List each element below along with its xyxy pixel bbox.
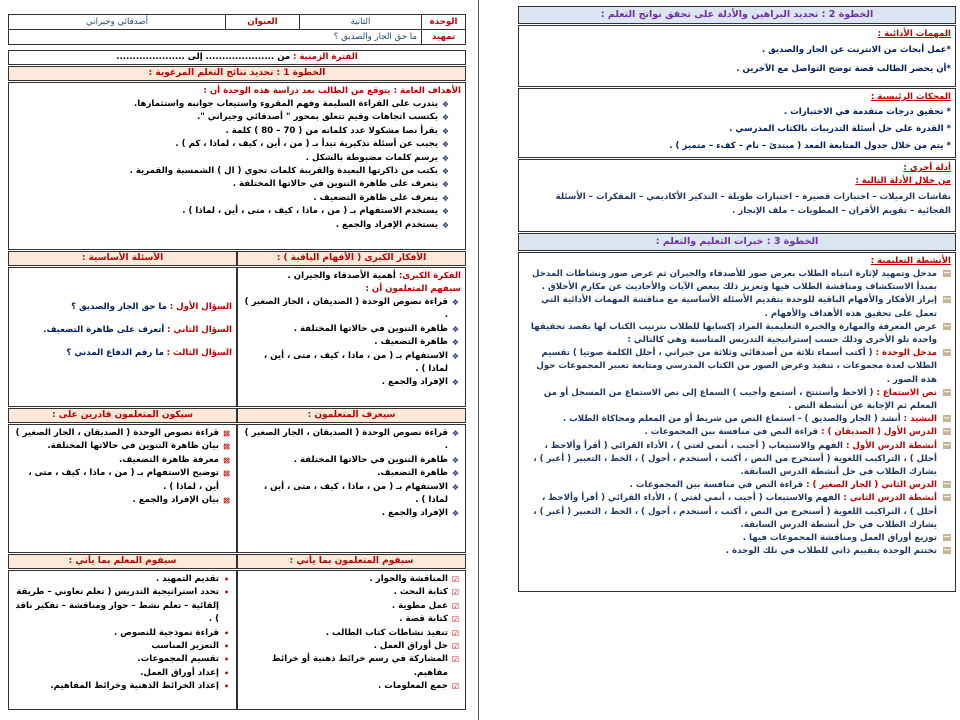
activity-item: ▤ توزيع أوراق العمل ومناقشة المجموعات فيها . <box>523 532 951 545</box>
teacher-tasks-header: سيقوم المعلم بما يأتي : <box>8 554 237 569</box>
goal-item: ❖ يتدرب على القراءة السليمة وفهم المقروء واستيعاب جوانبه واستثمارها. <box>13 98 451 111</box>
book-icon: ▤ <box>942 414 951 425</box>
box-x-icon: ⊠ <box>223 442 230 452</box>
diamond-bullet-icon: ❖ <box>441 207 450 217</box>
understand-label: سيفهم المتعلمون أن : <box>365 284 461 294</box>
check-box-icon: ☑ <box>451 615 460 625</box>
step2-header: الخطوة 2 : تحديد البراهين والأدلة على تحقق نواتج التعلم : <box>518 6 956 24</box>
goal-item: ❖ يستخدم الإفراد والجمع . <box>13 219 451 232</box>
big-idea-line <box>242 270 461 283</box>
book-icon: ▤ <box>942 321 951 332</box>
able-item: ⊠ قراءة نصوص الوحدة ( الصديقان ، الجار الصغير ) <box>13 427 232 440</box>
activity-item: ▤ مدخل وتمهيد لإثارة انتباه الطلاب بعرض صور للأصدقاء والجيران ثم عرض صور ونشاطات المدخل بمبدأ الاستكشاف ومناقشة الطلاب فيها وتعزيز ذلك ببعض الآيات والأحاديث عن مكارم الأخلاق . <box>532 269 951 293</box>
teacher-task-item: • تقسيم المجموعات. <box>13 653 232 666</box>
check-box-icon: ☑ <box>451 588 460 598</box>
question-3-text: ما رقم الدفاع المدني ؟ <box>66 348 164 358</box>
know-body <box>237 424 466 553</box>
goal-item: ❖ يكتسب اتجاهات وقيم تتعلق بمحور " أصدقائي وجيراني ". <box>13 111 451 124</box>
learner-tasks-list <box>242 573 461 694</box>
question-3 <box>13 347 232 360</box>
able-list <box>13 427 232 507</box>
unit-header <box>8 14 466 48</box>
performance-item-1: *عمل أبحاث من الانترنت عن الجار والصديق . <box>761 45 951 55</box>
learner-task-item: ☑ تنفيذ نشاطات كتاب الطالب . <box>242 627 461 640</box>
general-goals <box>8 82 466 250</box>
able-header: سيكون المتعلمون قادرين على : <box>8 408 237 423</box>
know-header: سيعرف المتعلمون : <box>237 408 466 423</box>
big-ideas-header: الأفكار الكبرى ( الأفهام الباقية ) : <box>237 251 466 266</box>
question-1 <box>13 301 232 314</box>
book-icon: ▤ <box>942 387 951 398</box>
goal-item: ❖ يقرأ نصا مشكولا عدد كلماته من ( 70 – 80 ) كلمة . <box>13 125 451 138</box>
goal-item: ❖ يجيب عن أسئلة تذكيرية تبدأ بـ ( من ، أين ، كيف ، لماذا ، كم ) . <box>13 138 451 151</box>
title-value: أصدقائي وجيراني <box>9 15 226 30</box>
check-box-icon: ☑ <box>451 642 460 652</box>
box-x-icon: ⊠ <box>223 469 230 479</box>
criteria <box>518 88 956 158</box>
page-divider <box>478 0 479 720</box>
title-label: العنوان <box>226 15 300 30</box>
know-item: ❖ ظاهرة التضعيف. <box>242 467 461 480</box>
understand-item: ❖ ظاهرة التنوين في حالاتها المختلفة . <box>242 323 461 336</box>
goal-item: ❖ يكتب من ذاكرتها البعيدة والقريبة كلمات تحوي ( ال ) الشمسية والقمرية . <box>13 165 451 178</box>
learner-task-item: ☑ كتابة قصة . <box>242 613 461 626</box>
goal-item: ❖ يتعرف على ظاهرة التنوين في حالاتها المختلفة . <box>13 178 451 191</box>
goals-list <box>13 98 451 232</box>
diamond-bullet-icon: ❖ <box>451 429 460 438</box>
question-3-label: السؤال الثالث : <box>166 348 232 358</box>
diamond-bullet-icon: ❖ <box>441 220 450 230</box>
period-label: الفترة الزمنية : <box>292 52 358 62</box>
other-intro: من خلال الأدلة التالية : <box>855 176 951 186</box>
activity-item: ▤ أنشطة الدرس الأول : الفهم والاستيعاب ( أجيب ، أنمي لغتي ) ، الأداء القرائي ( أقرأ وألاحظ ، أحلل ) ، التراكيب اللغوية ( أستخرج من النص ، أكتب ، أستخدم ، أحول ) ، الخط ، التعبير ( أعبر ) ، يشارك الطلاب في حل أنشطة الدرس السابقة. <box>533 440 951 478</box>
performance-title: المهمات الأدائية : <box>877 29 951 39</box>
bullet-dot-icon: • <box>223 668 230 678</box>
activities-title: الأنشطة التعليمية : <box>870 256 951 266</box>
bullet-dot-icon: • <box>223 628 230 638</box>
activities <box>518 252 956 592</box>
criteria-item-2: * القدرة على حل أسئلة التدريبات بالكتاب المدرسي . <box>729 124 951 134</box>
diamond-bullet-icon: ❖ <box>441 100 450 109</box>
activity-item: ▤ إبراز الأفكار والأفهام الباقية للوحدة بتقديم الأسئلة الأساسية مع مناقشة المهمات الأدائية التي تعمل على تحقيق هذه الأهداف والأفهام . <box>541 295 951 319</box>
diamond-bullet-icon: ❖ <box>441 113 450 123</box>
book-icon: ▤ <box>942 546 951 557</box>
diamond-bullet-icon: ❖ <box>451 351 460 361</box>
teacher-task-item: • إعداد أوراق العمل. <box>13 667 232 680</box>
step3-header: الخطوة 3 : خبرات التعليم والتعلم : <box>518 233 956 251</box>
book-icon: ▤ <box>942 427 951 438</box>
activity-item: ▤ الدرس الأول ( الصديقان ) : قراءة النص في منافسة بين المجموعات . <box>523 426 951 439</box>
diamond-bullet-icon: ❖ <box>451 455 460 465</box>
criteria-title: المحكات الرئيسية : <box>870 92 951 102</box>
learner-task-item: ☑ كتابة البحث . <box>242 586 461 599</box>
diamond-bullet-icon: ❖ <box>451 469 460 479</box>
book-icon: ▤ <box>942 348 951 359</box>
learner-tasks-body <box>237 570 466 710</box>
performance-tasks <box>518 25 956 87</box>
performance-item-2: *أن يحضر الطالب قصة توضح التواصل مع الآخرين . <box>736 64 951 74</box>
know-list <box>242 427 461 521</box>
right-page <box>486 0 960 720</box>
able-item: ⊠ توضيح الاستفهام بـ ( من ، ماذا ، كيف ، متى ، أين ، لماذا ) . <box>13 467 232 494</box>
activity-item: ▤ الدرس الثاني ( الجار الصغير ) : قراءة النص في منافسة بين المجموعات . <box>523 479 951 492</box>
diamond-bullet-icon: ❖ <box>451 482 460 492</box>
bullet-dot-icon: • <box>223 588 230 598</box>
teacher-task-item: • التعزيز المناسب <box>13 640 232 653</box>
diamond-bullet-icon: ❖ <box>451 338 460 348</box>
box-x-icon: ⊠ <box>223 429 230 438</box>
diamond-bullet-icon: ❖ <box>441 167 450 177</box>
diamond-bullet-icon: ❖ <box>451 378 460 388</box>
learner-task-item: ☑ المشاركة في رسم خرائط ذهنية أو خرائط مفاهيم. <box>271 654 460 678</box>
understand-item: ❖ ظاهرة التضعيف . <box>242 336 461 349</box>
diamond-bullet-icon: ❖ <box>451 298 460 307</box>
question-2-text: أتعرف على ظاهرة التضعيف. <box>43 325 165 335</box>
other-text: نقاشات الزميلات – اختبارات قصيرة – اختبارات طويلة – التذكير الأكاديمي – المفكرات – الأسئلة الفجائية – تقويم الأقران – المطويات – ملف الإنجاز . <box>555 192 951 216</box>
question-2 <box>13 324 232 337</box>
bullet-dot-icon: • <box>223 682 230 692</box>
teacher-tasks-body <box>8 570 237 710</box>
book-icon: ▤ <box>942 440 951 451</box>
other-title: أدلة أخرى : <box>903 163 951 173</box>
big-idea-label: الفكرة الكبرى: <box>398 271 461 281</box>
unit-value: الثانية <box>300 15 422 30</box>
teacher-task-item: • تقديم التمهيد . <box>13 573 232 586</box>
diamond-bullet-icon: ❖ <box>451 509 460 519</box>
goal-item: ❖ يرسم كلمات مضبوطة بالشكل . <box>13 152 451 165</box>
check-box-icon: ☑ <box>451 628 460 638</box>
big-ideas-body <box>237 267 466 407</box>
question-2-label: السؤال الثاني : <box>167 325 232 335</box>
bullet-dot-icon: • <box>223 642 230 652</box>
intro-label: تمهيد <box>422 30 466 45</box>
learner-task-item: ☑ المناقشة والحوار . <box>242 573 461 586</box>
diamond-bullet-icon: ❖ <box>441 193 450 203</box>
criteria-item-1: * تحقيق درجات متقدمة في الاختبارات . <box>783 107 951 117</box>
diamond-bullet-icon: ❖ <box>451 324 460 334</box>
diamond-bullet-icon: ❖ <box>441 126 450 136</box>
able-item: ⊠ بيان الإفراد والجمع . <box>13 494 232 507</box>
understand-item: ❖ الإفراد والجمع . <box>242 376 461 389</box>
box-x-icon: ⊠ <box>223 496 230 506</box>
criteria-item-3: * يتم من خلال جدول المتابعة المعد ( مبتدئ – نام – كفء – متميز ) . <box>669 141 951 151</box>
goal-item: ❖ يتعرف على ظاهرة التضعيف . <box>13 192 451 205</box>
able-item: ⊠ بيان ظاهرة التنوين في حالاتها المختلفة. <box>13 440 232 453</box>
period-row <box>8 50 466 65</box>
unit-label: الوحدة <box>422 15 466 30</box>
activity-item: ▤ النشيد : أنشد ( الجار والصديق ) - استماع النص من شريط أو من المعلم ومحاكاة الطلاب . <box>523 413 951 426</box>
diamond-bullet-icon: ❖ <box>441 140 450 150</box>
check-box-icon: ☑ <box>451 575 460 584</box>
understand-item: ❖ الاستفهام بـ ( من ، ماذا ، كيف ، متى ، أين ، لماذا ) . <box>263 350 460 375</box>
know-item: ❖ قراءة نصوص الوحدة ( الصديقان ، الجار الصغير ) . <box>244 428 460 452</box>
understand-list <box>242 296 461 390</box>
learner-tasks-header: سيقوم المتعلمون بما يأتي : <box>237 554 466 569</box>
bullet-dot-icon: • <box>223 655 230 665</box>
activity-item: ▤ أنشطة الدرس الثاني : الفهم والاستيعاب ( أجيب ، أنمي لغتي ) ، الأداء القرائي ( أقرأ وألاحظ ، أحلل ) ، التراكيب اللغوية ( أستخرج من النص ، أكتب ، أستخدم ، أحول ) ، الخط ، التعبير ( أعبر ) ، يشارك الطلاب في حل أنشطة الدرس السابقة. <box>533 493 951 530</box>
teacher-task-item: • تحدد استراتيجية التدريس ( تعلم تعاوني – طريقة إلقائية – تعلم نشط – حوار ومناقشة – تفكير ناقد ) . <box>13 586 232 626</box>
check-box-icon: ☑ <box>451 601 460 611</box>
check-box-icon: ☑ <box>451 655 460 665</box>
intro-value: ما حق الجار والصديق ؟ <box>9 30 422 45</box>
book-icon: ▤ <box>942 533 951 544</box>
bullet-dot-icon: • <box>223 575 230 584</box>
question-1-label: السؤال الأول : <box>169 302 232 312</box>
check-box-icon: ☑ <box>451 682 460 692</box>
activity-item: ▤ تختتم الوحدة بتقييم ذاتي للطلاب في تلك الوحدة . <box>523 545 951 558</box>
questions-header: الأسئلة الأساسية : <box>8 251 237 266</box>
teacher-task-item: • قراءة نموذجية للنصوص . <box>13 627 232 640</box>
goal-item: ❖ يستخدم الاستفهام بـ ( من ، ماذا ، كيف ، متى ، أين ، لماذا ) . <box>13 205 451 218</box>
other-evidence <box>518 159 956 232</box>
question-1-text: ما حق الجار والصديق ؟ <box>71 302 167 312</box>
understand-item: ❖ قراءة نصوص الوحدة ( الصديقان ، الجار الصغير ) . <box>244 297 460 321</box>
activity-item: ▤ نص الاستماع : ( ألاحظ وأستنتج ، أستمع وأجيب ) السماع إلى نص الاستماع من المسجل أو من المعلم ثم الإجابة عن أنشطة النص . <box>543 387 951 412</box>
box-x-icon: ⊠ <box>223 455 230 465</box>
book-icon: ▤ <box>942 295 951 306</box>
learner-task-item: ☑ حل أوراق العمل . <box>242 640 461 653</box>
activity-item: ▤ عرض المعرفة والمهارة والخبرة التعليمية المراد إكسابها للطلاب بترتيب الكتاب لها بقصد تحقيقها واحدة تلو الأخرى وذلك حسب إستراتيجية التدريس المناسبة وهي كالتالي : <box>530 321 951 346</box>
goals-intro: الأهداف العامة : يتوقع من الطالب بعد دراسة هذه الوحدة أن : <box>203 86 461 96</box>
book-icon: ▤ <box>942 480 951 491</box>
know-item: ❖ ظاهرة التنوين في حالاتها المختلفة . <box>242 454 461 467</box>
step1-header: الخطوة 1 : تحديد نتائج التعلم المرغوبة : <box>8 66 466 81</box>
teacher-task-item: • إعداد الخرائط الذهنية وخرائط المفاهيم. <box>13 680 232 693</box>
questions-body <box>8 267 237 407</box>
know-item: ❖ الاستفهام بـ ( من ، ماذا ، كيف ، متى ، أين ، لماذا ) . <box>263 481 460 506</box>
period-value: من ..................... إلى ..................... <box>116 52 291 62</box>
teacher-tasks-list <box>13 573 232 694</box>
know-item: ❖ الإفراد والجمع . <box>242 507 461 520</box>
learner-task-item: ☑ عمل مطوية . <box>242 600 461 613</box>
book-icon: ▤ <box>942 269 951 279</box>
able-body <box>8 424 237 553</box>
learner-task-item: ☑ جمع المعلومات . <box>242 680 461 693</box>
able-item: ⊠ معرفة ظاهرة التضعيف. <box>13 454 232 467</box>
diamond-bullet-icon: ❖ <box>441 180 450 190</box>
diamond-bullet-icon: ❖ <box>441 153 450 163</box>
left-page <box>0 0 470 720</box>
big-idea-value: أهمية الأصدقاء والجيران . <box>287 271 396 281</box>
activity-item: ▤ مدخل الوحدة : ( أكتب أسماء ثلاثة من أصدقائي وثلاثة من جيراني ، أحلل الكلمة صوتيا ) تقسيم الطلاب لعدة مجموعات ، تنفيذ وعرض الصور من الكتاب المدرسي ومتابعة تعبير المجموعات حول هذه الصور . <box>536 348 951 385</box>
book-icon: ▤ <box>942 493 951 504</box>
